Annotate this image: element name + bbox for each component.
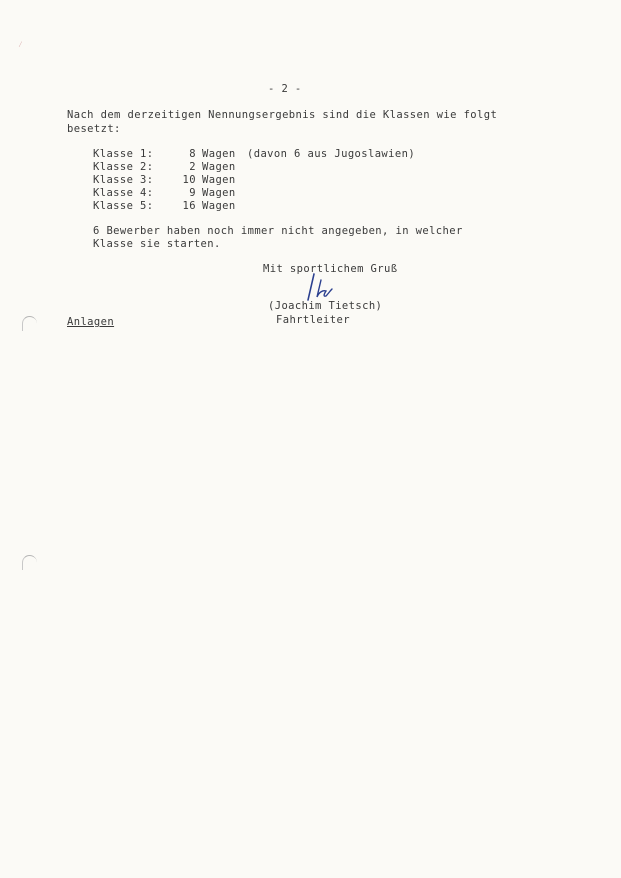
remark-line-1: 6 Bewerber haben noch immer nicht angegeben, in welcher bbox=[93, 225, 463, 237]
remark-line-2: Klasse sie starten. bbox=[93, 238, 221, 250]
margin-mark: ⁄ bbox=[18, 40, 24, 49]
enclosures-label: Anlagen bbox=[67, 316, 115, 328]
intro-text-line-1: Nach dem derzeitigen Nennungsergebnis sind die Klassen wie folgt bbox=[67, 109, 498, 121]
class-unit: Wagen bbox=[202, 187, 236, 199]
class-unit: Wagen bbox=[202, 148, 236, 160]
class-count: 16 bbox=[182, 200, 196, 212]
punch-hole-mark bbox=[22, 316, 37, 331]
closing-greeting: Mit sportlichem Gruß bbox=[263, 263, 398, 275]
class-unit: Wagen bbox=[202, 174, 236, 186]
class-count: 8 bbox=[189, 148, 196, 160]
class-label: Klasse 5: bbox=[93, 200, 154, 212]
signer-title: Fahrtleiter bbox=[276, 314, 350, 326]
page-number: - 2 - bbox=[268, 83, 302, 95]
signer-name: (Joachim Tietsch) bbox=[268, 300, 383, 312]
class-label: Klasse 2: bbox=[93, 161, 154, 173]
class-count: 2 bbox=[189, 161, 196, 173]
class-label: Klasse 4: bbox=[93, 187, 154, 199]
class-count: 9 bbox=[189, 187, 196, 199]
punch-hole-mark bbox=[22, 555, 37, 570]
class-label: Klasse 3: bbox=[93, 174, 154, 186]
class-unit: Wagen bbox=[202, 161, 236, 173]
class-note: (davon 6 aus Jugoslawien) bbox=[247, 148, 416, 160]
class-unit: Wagen bbox=[202, 200, 236, 212]
class-label: Klasse 1: bbox=[93, 148, 154, 160]
class-count: 10 bbox=[182, 174, 196, 186]
intro-text-line-2: besetzt: bbox=[67, 123, 121, 135]
